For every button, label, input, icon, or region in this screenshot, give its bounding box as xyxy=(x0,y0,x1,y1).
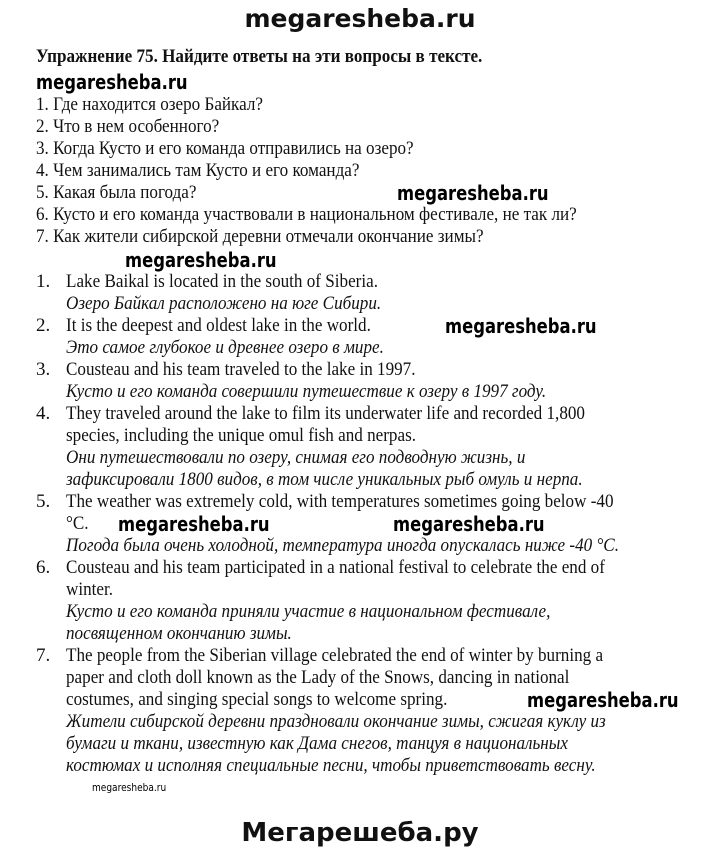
answer-english: Lake Baikal is located in the south of Siberia. xyxy=(66,271,379,292)
answer-english: costumes, and singing special songs to welcome spring. xyxy=(66,689,448,710)
answer-number: 3. xyxy=(36,359,51,380)
answer-russian: посвященном окончанию зимы. xyxy=(66,623,292,644)
watermark: megaresheba.ru xyxy=(445,314,597,338)
question-item: 2. Что в нем особенного? xyxy=(36,116,220,137)
answer-english: The weather was extremely cold, with temperatures sometimes going below -40 xyxy=(66,491,614,512)
answer-number: 5. xyxy=(36,491,51,512)
answer-number: 6. xyxy=(36,557,51,578)
answer-number: 4. xyxy=(36,403,51,424)
answer-english: They traveled around the lake to film its underwater life and recorded 1,800 xyxy=(66,403,585,424)
answer-russian: зафиксировали 1800 видов, в том числе уникальных рыб омуль и нерпа. xyxy=(66,469,583,490)
watermark: megaresheba.ru xyxy=(36,70,188,94)
site-header: megaresheba.ru xyxy=(244,4,476,33)
answer-russian: Погода была очень холодной, температура иногда опускалась ниже -40 °C. xyxy=(66,535,619,556)
answer-english: °C. xyxy=(66,513,89,534)
watermark: megaresheba.ru xyxy=(125,248,277,272)
answer-english: paper and cloth doll known as the Lady of the Snows, dancing in national xyxy=(66,667,570,688)
answer-russian: Это самое глубокое и древнее озеро в мире. xyxy=(66,337,384,358)
question-item: 7. Как жители сибирской деревни отмечали окончание зимы? xyxy=(36,226,484,247)
watermark: megaresheba.ru xyxy=(527,688,679,712)
question-item: 1. Где находится озеро Байкал? xyxy=(36,94,263,115)
question-item: 4. Чем занимались там Кусто и его команда? xyxy=(36,160,360,181)
answer-english: It is the deepest and oldest lake in the world. xyxy=(66,315,371,336)
question-item: 3. Когда Кусто и его команда отправились на озеро? xyxy=(36,138,414,159)
answer-english: Cousteau and his team traveled to the lake in 1997. xyxy=(66,359,416,380)
answer-english: species, including the unique omul fish and nerpas. xyxy=(66,425,417,446)
answer-number: 1. xyxy=(36,271,51,292)
answer-russian: Кусто и его команда совершили путешествие к озеру в 1997 году. xyxy=(66,381,547,402)
answer-russian: Озеро Байкал расположено на юге Сибири. xyxy=(66,293,382,314)
question-item: 5. Какая была погода? xyxy=(36,182,197,203)
watermark-small: megaresheba.ru xyxy=(92,781,167,794)
answer-russian: Они путешествовали по озеру, снимая его подводную жизнь, и xyxy=(66,447,526,468)
answer-russian: костюмах и исполняя специальные песни, чтобы приветствовать весну. xyxy=(66,755,596,776)
answer-english: winter. xyxy=(66,579,114,600)
answer-russian: бумаги и ткани, известную как Дама снегов, танцуя в национальных xyxy=(66,733,568,754)
site-footer: Мегарешеба.ру xyxy=(241,818,479,848)
answer-russian: Жители сибирской деревни праздновали окончание зимы, сжигая куклу из xyxy=(66,711,606,732)
watermark: megaresheba.ru xyxy=(397,181,549,205)
answer-number: 7. xyxy=(36,645,51,666)
watermark: megaresheba.ru xyxy=(393,512,545,536)
answer-english: Cousteau and his team participated in a national festival to celebrate the end of xyxy=(66,557,605,578)
watermark: megaresheba.ru xyxy=(118,512,270,536)
exercise-heading: Упражнение 75. Найдите ответы на эти вопросы в тексте. xyxy=(36,46,483,67)
answer-russian: Кусто и его команда приняли участие в национальном фестивале, xyxy=(66,601,551,622)
answer-number: 2. xyxy=(36,315,51,336)
question-item: 6. Кусто и его команда участвовали в национальном фестивале, не так ли? xyxy=(36,204,577,225)
answer-english: The people from the Siberian village celebrated the end of winter by burning a xyxy=(66,645,604,666)
